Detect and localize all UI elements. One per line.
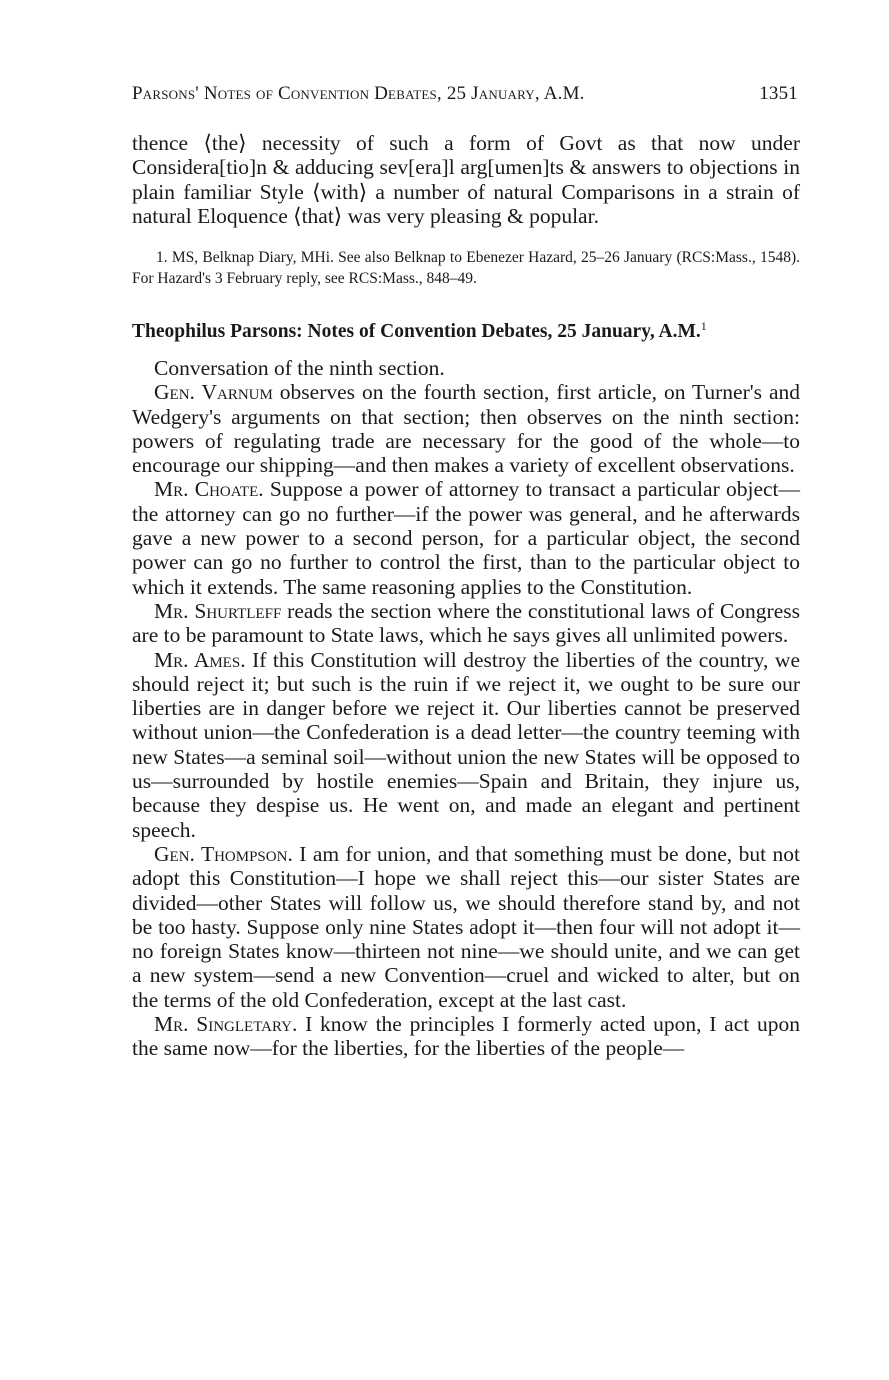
paragraph-text: Conversation of the ninth section. xyxy=(154,356,445,380)
continued-paragraph-block xyxy=(132,131,800,228)
debate-paragraph xyxy=(132,599,800,648)
paragraph-text: . If this Constitution will destroy the liberties of the country, we should reject it; but such is the ruin if we reject it, we ought to be sure our liberties are in danger before we reject it. Our liberties cannot be preserved without union—the Confederation is a dead letter—the country teeming with new States—a seminal soil—without union the new States will be opposed to us—surrounded by hostile enemies—Spain and Britain, they injure us, because they despise us. He went on, and made an elegant and pertinent speech. xyxy=(132,647,800,842)
speaker-name: Mr. Choate xyxy=(154,477,259,502)
footnote: 1. MS, Belknap Diary, MHi. See also Belknap to Ebenezer Hazard, 25–26 January (RCS:Mass., 1548). For Hazard's 3 February reply, see RCS:Mass., 848–49. xyxy=(132,249,800,287)
speaker-name: Mr. Shurtleff xyxy=(154,598,282,623)
paragraph-text: reads the section where the constitutional laws of Congress are to be paramount to State laws, which he says gives all unlimited powers. xyxy=(132,598,800,648)
footnote-block xyxy=(132,247,800,289)
section-heading-text: Theophilus Parsons: Notes of Convention Debates, 25 January, A.M. xyxy=(132,321,701,342)
debate-paragraph xyxy=(132,477,800,598)
page-number: 1351 xyxy=(759,83,798,104)
debate-paragraph xyxy=(132,1012,800,1061)
speaker-name: Mr. Singletary xyxy=(154,1012,292,1037)
paragraph-text: . Suppose a power of attorney to transact a particular object—the attorney can go no further—if the power was general, and he afterwards gave a new power to a second person, for a particular object, the second power can go no further to control the first, than to the particular object to which it extends. The same reasoning applies to the Constitution. xyxy=(132,477,801,599)
debate-paragraph xyxy=(132,842,800,1012)
continued-paragraph: thence ⟨the⟩ necessity of such a form of Govt as that now under Considera[tio]n & adducing sev[era]l arg[umen]ts & answers to objections in plain familiar Style ⟨with⟩ a number of natural Comparisons in a strain of natural Eloquence ⟨that⟩ was very pleasing & popular. xyxy=(132,131,800,228)
debate-paragraph xyxy=(132,356,800,380)
paragraph-text: . I know the principles I formerly acted upon, I act upon the same now—for the liberties, for the liberties of the people— xyxy=(132,1012,800,1061)
debate-paragraph xyxy=(132,380,800,477)
footnote-marker: 1 xyxy=(700,319,707,333)
paragraph-text: . I am for union, and that something must be done, but not adopt this Constitution—I hope we shall reject this—our sister States are divided—other States will follow us, we should therefore stand by, and not be too hasty. Suppose only nine States adopt it—then four will not adopt it—no foreign States know—thirteen not nine—we should unite, and we can get a new system—send a new Convention—cruel and wicked to alter, but on the terms of the old Confederation, except at the last cast. xyxy=(132,841,800,1012)
running-header xyxy=(132,83,800,109)
debate-notes xyxy=(132,356,800,1061)
running-title: Parsons' Notes of Convention Debates, 25 January, A.M. xyxy=(132,83,585,104)
speaker-name: Mr. Ames xyxy=(154,647,241,672)
speaker-name: Gen. Thompson xyxy=(154,841,288,866)
debate-paragraph xyxy=(132,648,800,842)
paragraph-text: observes on the fourth section, first article, on Turner's and Wedgery's arguments on that section; then observes on the ninth section: powers of regulating trade are necessary for the good of the whole—to encourage our shipping—and then makes a variety of excellent observations. xyxy=(132,380,800,478)
speaker-name: Gen. Varnum xyxy=(154,380,273,405)
section-heading xyxy=(132,319,800,343)
